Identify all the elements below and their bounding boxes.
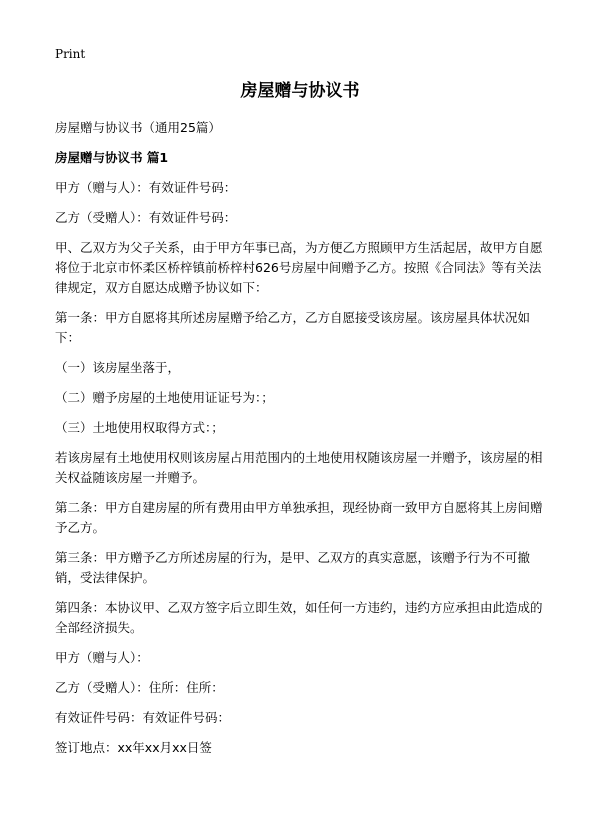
paragraph-preamble: 甲、乙双方为父子关系，由于甲方年事已高，为方便乙方照顾甲方生活起居，故甲方自愿将位于北京市怀柔区桥梓镇前桥梓村626号房屋中间赠予乙方。按照《合同法》等有关法律规定，双方自愿达成赠予协议如下： [55, 240, 543, 295]
signature-place-date: 签订地点：xx年xx月xx日签 [55, 740, 212, 755]
paragraph-item-1: （一）该房屋坐落于， [55, 360, 181, 375]
paragraph-article-3: 第三条：甲方赠予乙方所述房屋的行为，是甲、乙双方的真实意愿，该赠予行为不可撤销，受法律保护。 [55, 550, 531, 585]
paragraph-article-4: 第四条：本协议甲、乙双方签字后立即生效，如任何一方违约，违约方应承担由此造成的全部经济损失。 [55, 600, 543, 635]
print-link[interactable]: Print [55, 47, 86, 61]
document-subtitle: 房屋赠与协议书（通用25篇） [55, 120, 221, 135]
signature-id-numbers: 有效证件号码：有效证件号码： [55, 710, 231, 725]
signature-party-a: 甲方（赠与人）： [55, 650, 149, 665]
paragraph-land-rights: 若该房屋有土地使用权则该房屋占用范围内的土地使用权随该房屋一并赠予，该房屋的相关权益随该房屋一并赠予。 [55, 450, 543, 485]
document-body [55, 118, 551, 768]
paragraph-article-2: 第二条：甲方自建房屋的所有费用由甲方单独承担，现经协商一致甲方自愿将其上房间赠予乙方。 [55, 500, 543, 535]
paragraph-party-a: 甲方（赠与人）：有效证件号码： [55, 180, 237, 195]
signature-party-b: 乙方（受赠人）：住所：住所： [55, 680, 224, 695]
paragraph-article-1: 第一条：甲方自愿将其所述房屋赠予给乙方，乙方自愿接受该房屋。该房屋具体状况如下： [55, 310, 531, 345]
paragraph-party-b: 乙方（受赠人）：有效证件号码： [55, 210, 237, 225]
section-heading: 房屋赠与协议书 篇1 [55, 150, 169, 165]
paragraph-item-2: （二）赠予房屋的土地使用证证号为：； [55, 390, 274, 405]
paragraph-item-3: （三）土地使用权取得方式：； [55, 420, 224, 435]
document-title: 房屋赠与协议书 [240, 81, 360, 101]
